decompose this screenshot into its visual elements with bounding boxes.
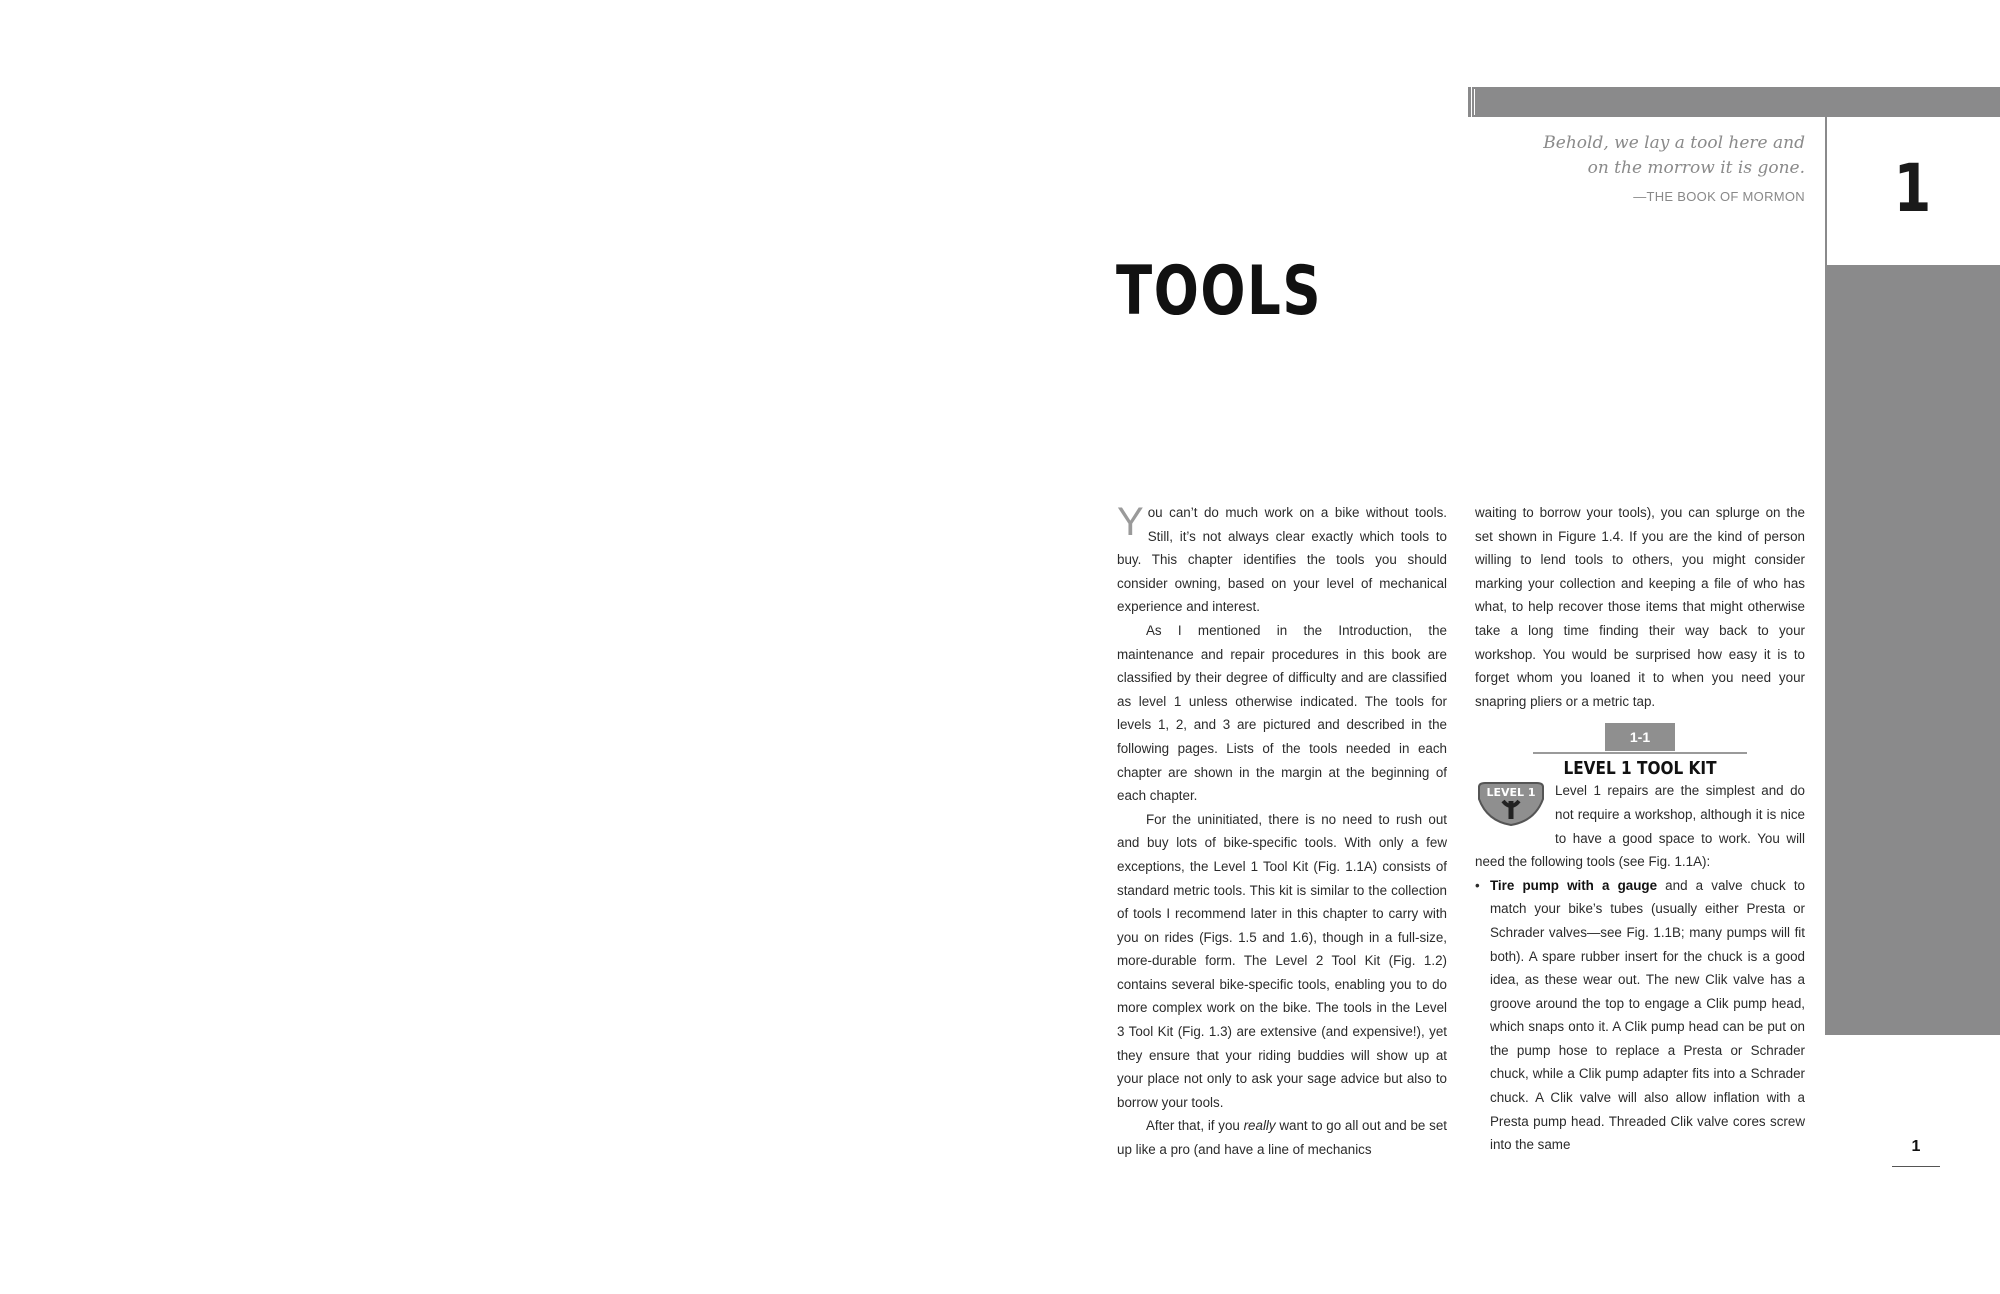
chapter-number: 1 bbox=[1893, 150, 1932, 227]
paragraph: After that, if you really want to go all out and be set up like a pro (and have a line of mechanics bbox=[1117, 1118, 1447, 1158]
epigraph-quote bbox=[1460, 131, 1805, 181]
chapter-side-tab bbox=[1825, 265, 2000, 1035]
section-rule bbox=[1533, 752, 1747, 754]
paragraph: For the uninitiated, there is no need to rush out and buy lots of bike-specific tools. With only a few exceptions, the Level 1 Tool Kit (Fig. 1.1A) consists of standard metric tools. This kit is similar to the collection of tools I recommend later in this chapter to carry with you on rides (Figs. 1.5 and 1.6), though in a full-size, more-durable form. The Level 2 Tool Kit (Fig. 1.2) contains several bike-specific tools, enabling you to do more complex work on the bike. The tools in the Level 3 Tool Kit (Fig. 1.3) are extensive (and expensive!), yet they ensure that your riding buddies will show up at your place not only to ask your sage advice but also to borrow your tools. bbox=[1117, 811, 1447, 1110]
page-number-rule bbox=[1892, 1166, 1940, 1167]
section-heading bbox=[1475, 723, 1805, 779]
epigraph-line: on the morrow it is gone. bbox=[1587, 158, 1805, 178]
level-1-badge bbox=[1475, 781, 1547, 827]
paragraph: As I mentioned in the Introduction, the maintenance and repair procedures in this book are classified by their degree of difficulty and are classified as level 1 unless otherwise indicated. The tools for levels 1, 2, and 3 are pictured and described in the following pages. Lists of the tools needed in each chapter are shown in the margin at the beginning of each chapter. bbox=[1117, 622, 1447, 804]
bullet-icon: • bbox=[1475, 877, 1480, 893]
body-column-left bbox=[1117, 501, 1447, 1162]
section-title: LEVEL 1 TOOL KIT bbox=[1563, 758, 1717, 780]
page-number: 1 bbox=[1911, 1138, 1921, 1155]
chapter-title: TOOLS bbox=[1116, 252, 1323, 331]
paragraph: You can’t do much work on a bike without tools. Still, it’s not always clear exactly which tools to buy. This chapter identifies the tools you should consider owning, based on your level of mechanical experience and interest. bbox=[1117, 500, 1447, 615]
section-number: 1-1 bbox=[1605, 723, 1675, 751]
paragraph: waiting to borrow your tools), you can splurge on the set shown in Figure 1.4. If you are the kind of person willing to lend tools to others, you might consider marking your collection and keeping a file of who has what, to help recover those items that might otherwise take a long time finding their way back to your workshop. You would be surprised how easy it is to forget whom you loaned it to when you need your snapring pliers or a metric tap. bbox=[1475, 505, 1805, 709]
header-bar bbox=[1472, 87, 2000, 117]
badge-label: LEVEL 1 bbox=[1486, 786, 1536, 800]
paragraph: LEVEL 1 Level 1 repairs are the simplest and do not require a workshop, although it is nice to have a good space to work. You will need the following tools (see Fig. 1.1A): bbox=[1475, 783, 1805, 870]
wrench-badge-icon bbox=[1475, 781, 1547, 827]
emphasis: really bbox=[1243, 1118, 1276, 1134]
term: Tire pump with a gauge bbox=[1490, 877, 1658, 893]
epigraph-line: Behold, we lay a tool here and bbox=[1543, 133, 1805, 153]
epigraph-source: —THE BOOK OF MORMON bbox=[1633, 189, 1805, 204]
list-item: • Tire pump with a gauge and a valve chuck to match your bike’s tubes (usually either Presta or Schrader valves—see Fig. 1.1B; many pumps will fit both). A spare rubber insert for the chuck is a good idea, as these wear out. The new Clik valve has a groove around the top to engage a Clik pump head, which snaps onto it. A Clik pump head can be put on the pump hose to replace a Presta or Schrader chuck, while a Clik pump adapter fits into a Schrader chuck. A Clik valve will also allow inflation with a Presta pump head. Threaded Clik valve cores screw into the same bbox=[1475, 874, 1805, 1157]
drop-cap: Y bbox=[1117, 500, 1144, 544]
header-bar-tick bbox=[1468, 87, 1471, 117]
body-column-right bbox=[1475, 501, 1805, 1157]
